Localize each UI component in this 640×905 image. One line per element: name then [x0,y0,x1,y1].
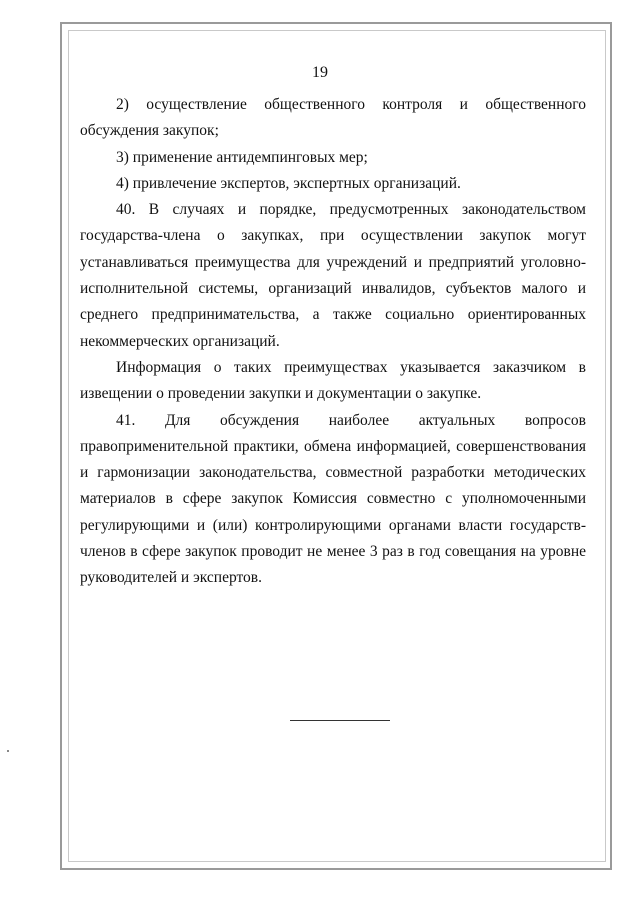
end-separator-line [290,720,390,721]
paragraph-item-2: 2) осуществление общественного контроля и общественного обсуждения закупок; [80,96,586,140]
paragraph-clause-40: 40. В случаях и порядке, предусмотренных законодательством государства-члена о закупках, при осуществлении закупок могут устанавливаться преимущества для учреждений и предприятий уголовно-исполнительной системы, организаций инвалидов, субъектов малого и среднего предпринимательства, а также социально ориентированных некоммерческих организаций. [80,201,586,350]
page-number: 19 [312,64,328,81]
paragraph-clause-40-info: Информация о таких преимуществах указывается заказчиком в извещении о проведении закупки и документации о закупке. [80,358,586,403]
document-body [80,92,586,592]
paragraph-clause-41: 41. Для обсуждения наиболее актуальных вопросов правоприменительной практики, обмена информацией, совершенствования и гармонизации законодательства, совместной разработки методических материалов в сфере закупок Комиссия совместно с уполномоченными регулирующими и (или) контролирующими органами власти государств-членов в сфере закупок проводит не менее 3 раз в год совещания на уровне руководителей и экспертов. [80,411,586,587]
scan-speck [7,750,9,752]
paragraph-item-4: 4) привлечение экспертов, экспертных организаций. [116,174,461,192]
paragraph-item-3: 3) применение антидемпинговых мер; [116,148,368,166]
